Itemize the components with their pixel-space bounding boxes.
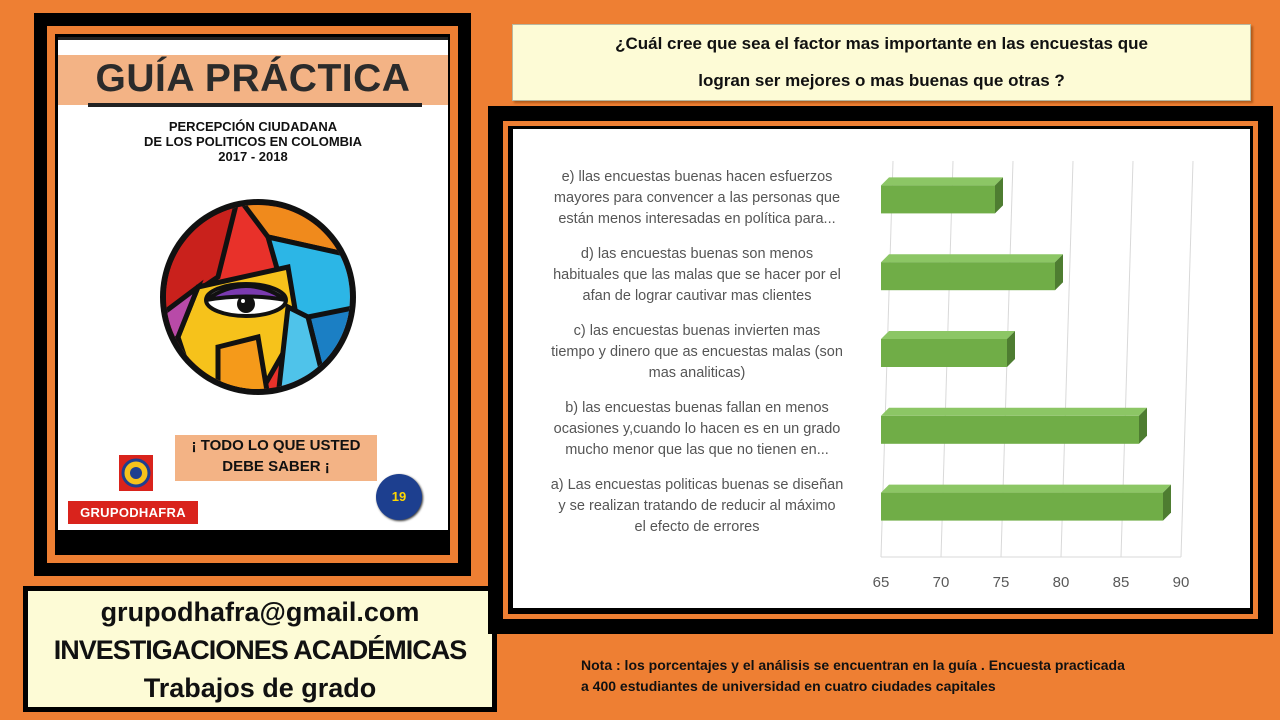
bar-top-face: [881, 485, 1171, 493]
bar: [881, 493, 1163, 521]
bar-top-face: [881, 331, 1015, 339]
bar: [881, 339, 1007, 367]
footnote-line: a 400 estudiantes de universidad en cuatro ciudades capitales: [581, 678, 996, 694]
cover-subtitle-line: PERCEPCIÓN CIUDADANA: [168, 119, 338, 134]
category-label: [523, 398, 871, 461]
category-label-line: d) las encuestas buenas son menos: [580, 246, 814, 263]
question-line: logran ser mejores o mas buenas que otras ?: [698, 71, 1065, 90]
contact-theses: Trabajos de grado: [143, 673, 377, 703]
category-label: [523, 475, 871, 538]
footnote-line: Nota : los porcentajes y el análisis se encuentran en la guía . Encuesta practicada: [581, 657, 1125, 673]
category-label-line: mas analiticas): [648, 365, 746, 381]
stained-glass-eye-illustration: [158, 197, 358, 397]
category-label-line: están menos interesadas en política para...: [558, 211, 836, 228]
cover-title-rule: [88, 103, 422, 107]
category-label-line: tiempo y dinero que as encuestas malas (son: [551, 344, 843, 360]
x-tick-label: 75: [992, 574, 1010, 591]
gridline: [1181, 161, 1193, 557]
category-label-line: mayores para convencer a las personas que: [553, 190, 841, 207]
bar: [881, 262, 1055, 290]
contact-services: INVESTIGACIONES ACADÉMICAS: [53, 635, 467, 665]
cover-title: GUÍA PRÁCTICA: [95, 57, 411, 100]
cover-tagline: [175, 435, 377, 481]
question-box: [512, 24, 1251, 101]
cover-subtitle: [58, 119, 448, 164]
x-tick-label: 65: [872, 574, 890, 591]
bar-top-face: [881, 254, 1063, 262]
bar-top-face: [881, 408, 1147, 416]
category-label-line: ocasiones y,cuando lo hacen es en un grado: [553, 420, 841, 437]
grupodhafra-logo-icon: [119, 455, 153, 491]
cover-brand-label: GRUPODHAFRA: [68, 501, 198, 524]
category-label: [523, 321, 871, 384]
bar: [881, 185, 995, 213]
x-tick-label: 70: [932, 574, 950, 591]
cover-tagline-line: DEBE SABER ¡: [222, 458, 330, 475]
contact-box-inner: [28, 591, 492, 707]
cover-issue-badge: 19: [376, 474, 422, 520]
cover-subtitle-line: 2017 - 2018: [218, 149, 288, 164]
category-label-line: y se realizan tratando de reducir al máximo: [558, 497, 836, 514]
x-tick-label: 85: [1112, 574, 1130, 591]
guide-cover: [58, 37, 448, 530]
category-label-line: c) las encuestas buenas invierten mas: [573, 323, 821, 339]
bar: [881, 416, 1139, 444]
category-label-line: el efecto de errores: [634, 518, 760, 535]
category-label-line: mucho menor que las que no tienen en...: [565, 441, 829, 458]
x-tick-label: 80: [1052, 574, 1070, 591]
cover-subtitle-line: DE LOS POLITICOS EN COLOMBIA: [143, 134, 363, 149]
category-label: [523, 167, 871, 230]
question-line: ¿Cuál cree que sea el factor mas importante en las encuestas que: [615, 34, 1148, 53]
cover-tagline-line: ¡ TODO LO QUE USTED: [191, 437, 361, 454]
category-label-line: habituales que las malas que se hacer por el: [553, 267, 841, 284]
category-label-line: afan de lograr cautivar mas clientes: [582, 288, 812, 305]
category-label: [523, 244, 871, 307]
bar-chart: [513, 129, 1250, 608]
category-label-line: a) Las encuestas politicas buenas se diseñan: [550, 476, 844, 493]
contact-box: [23, 586, 497, 712]
x-tick-label: 90: [1172, 574, 1190, 591]
contact-email: grupodhafra@gmail.com: [100, 597, 420, 627]
bar-top-face: [881, 177, 1003, 185]
category-label-line: b) las encuestas buenas fallan en menos: [565, 399, 829, 416]
category-label-line: e) llas encuestas buenas hacen esfuerzos: [561, 169, 833, 186]
footnote: [581, 655, 1221, 697]
